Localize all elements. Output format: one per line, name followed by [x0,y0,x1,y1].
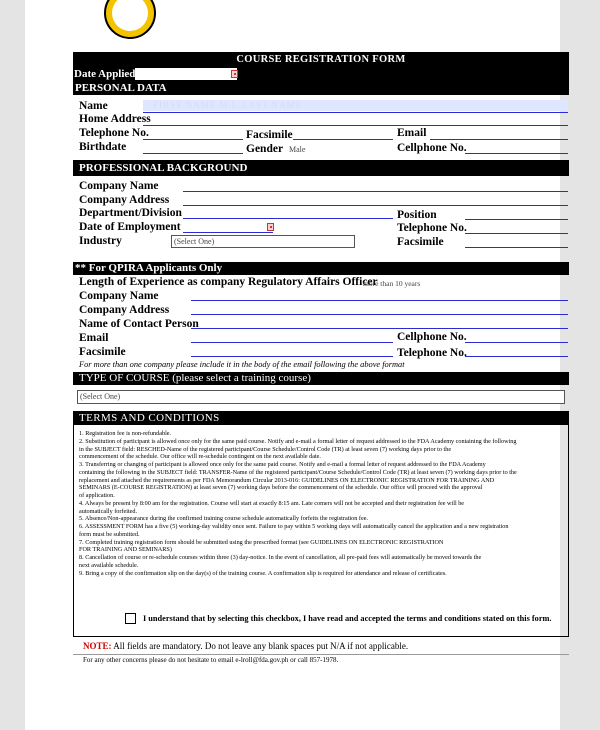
prof-facsimile-input[interactable] [465,235,568,248]
industry-select[interactable]: (Select One) [171,235,355,248]
terms-line: 4. Always be present by 8:00 am for the registration. Course will start at exactly 8:15 am. Late comers will not be accepted and their registration fee will be [79,499,465,507]
terms-line: 1. Registration fee is non-refundable. [79,430,172,437]
position-input[interactable] [465,207,568,220]
terms-line: in the SUBJECT field: RESCHED-Name of the registered participant/Course Schedule/Control Code (TR) at least seven (7) working days prior to the [79,445,452,453]
qpira-facsimile-input[interactable] [191,344,393,357]
telephone-label: Telephone No. [79,127,149,139]
facsimile-label: Facsimile [246,129,293,141]
terms-line: 5. Absence/Non-appearance during the confirmed training course schedule automatically forfeits the registration fee. [79,515,368,523]
agreement-text: I understand that by selecting this checkbox, I have read and accepted the terms and conditions stated on this form. [143,614,552,623]
qpira-telephone-label: Telephone No. [397,347,467,359]
fda-seal-logo [103,0,157,46]
date-applied-input[interactable] [135,68,237,80]
qpira-telephone-input[interactable] [465,344,568,357]
qpira-company-name-input[interactable] [191,288,568,301]
prof-facsimile-label: Facsimile [397,236,444,248]
document-page [25,0,560,730]
email-input[interactable] [430,127,568,140]
note-text: All fields are mandatory. Do not leave any blank spaces put N/A if not applicable. [113,641,409,651]
date-applied-label: Date Applied [74,68,136,80]
qpira-note: For more than one company please include it in the body of the email following the above format [79,360,405,369]
qpira-email-input[interactable] [191,330,393,343]
home-address-input[interactable] [143,113,568,126]
gender-select[interactable]: Male [289,145,306,154]
qpira-header: ** For QPIRA Applicants Only [73,262,569,275]
professional-background-header: PROFESSIONAL BACKGROUND [73,160,569,176]
terms-line: commencement of the schedule. Our office will re-schedule contingent on the next available date. [79,453,321,461]
prof-telephone-label: Telephone No. [397,222,467,234]
telephone-input[interactable] [143,127,243,140]
contact-text: For any other concerns please do not hesitate to email e-lroll@fda.gov.ph or call 857-1978. [83,656,339,664]
qpira-facsimile-label: Facsimile [79,346,126,358]
terms-line: FOR TRAINING AND SEMINARS) [79,546,172,554]
terms-line: containing the following in the SUBJECT field: TRANSFER-Name of the registered participant/Course Schedule/Control Code (TR) at least seven (7) working days prior to the [79,468,517,476]
terms-line: automatically forfeited. [79,507,138,515]
mandatory-note [83,641,408,651]
qpira-company-name-label: Company Name [79,290,159,302]
position-label: Position [397,209,437,221]
name-placeholder: FIRST NAME M.I. LAST NAME [153,100,303,110]
terms-line: of application. [79,492,115,499]
date-picker-icon[interactable] [231,70,238,78]
industry-label: Industry [79,235,122,247]
terms-line: 8. Cancellation of course or re-schedule courses within three (3) day-notice. In the event of cancellation, all pre-paid fees will automatically be moved towards the [79,554,482,561]
company-name-input[interactable] [183,179,568,192]
cellphone-input[interactable] [465,141,568,154]
department-input[interactable] [183,206,393,219]
terms-line: 3. Transferring or changing of participant is allowed once only for the same paid course. Notify and e-mail a formal letter of request addressed to the FDA Academy [79,461,486,468]
date-of-employment-label: Date of Employment [79,221,181,233]
agreement-checkbox[interactable] [125,613,136,624]
company-address-label: Company Address [79,194,170,206]
company-name-label: Company Name [79,180,159,192]
date-picker-icon-employment[interactable] [267,223,274,231]
qpira-cellphone-label: Cellphone No. [397,331,467,343]
facsimile-input[interactable] [293,127,393,140]
email-label: Email [397,127,427,139]
home-address-label: Home Address [79,113,151,125]
course-select[interactable]: (Select One) [77,390,565,404]
birthdate-input[interactable] [143,141,243,154]
qpira-email-label: Email [79,332,109,344]
contact-person-input[interactable] [191,316,568,329]
note-label: NOTE: [83,641,112,651]
type-of-course-header: TYPE OF COURSE (please select a training course) [73,372,569,385]
terms-line: form must be submitted. [79,530,140,538]
prof-telephone-input[interactable] [465,221,568,234]
terms-line: next available schedule. [79,561,139,569]
terms-list [79,430,559,577]
qpira-company-address-label: Company Address [79,304,170,316]
department-label: Department/Division [79,207,182,219]
terms-line: replacement and attached the requirements as per FDA Memorandum Circular 2013-016: GUIDELINES ON ELECTRONIC REGISTRATION FOR TRAINING AND [79,476,495,484]
terms-line: 2. Substitution of participant is allowed once only for the same paid course. Notify and e-mail a formal letter of request addressed to the FDA Academy containing the following [79,437,517,445]
personal-data-header: PERSONAL DATA [73,81,569,95]
name-underline [143,100,568,113]
experience-select[interactable]: more than 10 years [363,279,421,288]
qpira-company-address-input[interactable] [191,302,568,315]
contact-person-label: Name of Contact Person [79,318,199,330]
gender-label: Gender [246,143,284,155]
form-title: COURSE REGISTRATION FORM [73,52,569,67]
terms-line: 9. Bring a copy of the confirmation slip on the day(s) of the training course. A confirmation slip is required for attendance and release of certificates. [79,569,447,577]
terms-line: 6. ASSESSMENT FORM has a five (5) working-day validity once sent. Failure to pay within 5 working days will automatically cancel the application and a new registration [79,523,509,530]
company-address-input[interactable] [183,193,568,206]
cellphone-label: Cellphone No. [397,142,467,154]
terms-line: 7. Completed training registration form should be submitted using the prescribed format (see GUIDELINES ON ELECTRONIC REGISTRATION [79,538,444,546]
date-of-employment-input[interactable] [183,220,273,233]
name-label: Name [79,100,108,112]
terms-line: SEMINARS (E-COURSE REGISTRATION) at least seven (7) working days before the commencement of the schedule. Our office will proceed with the approval [79,484,483,492]
birthdate-label: Birthdate [79,141,127,153]
terms-header: TERMS AND CONDITIONS [73,411,569,425]
experience-label: Length of Experience as company Regulatory Affairs Officer [79,276,378,288]
course-registration-form [73,52,569,672]
qpira-cellphone-input[interactable] [465,330,568,343]
